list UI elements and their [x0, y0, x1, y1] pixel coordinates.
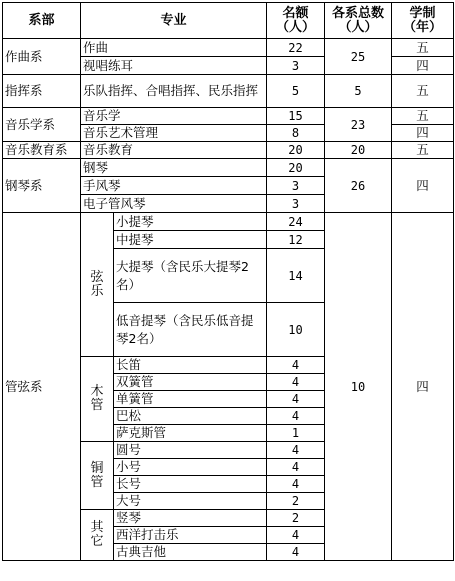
header-quota: 名额（人）: [267, 3, 325, 39]
total-cell: 23: [325, 108, 392, 142]
major-cell: 单簧管: [114, 391, 267, 408]
major-cell: 圆号: [114, 442, 267, 459]
major-cell: 音乐学: [81, 108, 267, 125]
major-cell: 音乐艺术管理: [81, 125, 267, 142]
major-cell: 长号: [114, 476, 267, 493]
header-total: 各系总数（人）: [325, 3, 392, 39]
subgroup-cell: 木管: [81, 357, 114, 442]
quota-cell: 5: [267, 75, 325, 108]
dept-cell: 音乐学系: [3, 108, 81, 142]
quota-cell: 4: [267, 408, 325, 425]
major-cell: 萨克斯管: [114, 425, 267, 442]
quota-cell: 4: [267, 476, 325, 493]
major-cell: 西洋打击乐: [114, 527, 267, 544]
quota-cell: 8: [267, 125, 325, 142]
quota-cell: 3: [267, 177, 325, 195]
major-cell: 低音提琴（含民乐低音提琴2名）: [114, 303, 267, 357]
major-cell: 乐队指挥、合唱指挥、民乐指挥: [81, 75, 267, 108]
major-cell: 电子管风琴: [81, 195, 267, 213]
quota-cell: 4: [267, 374, 325, 391]
quota-cell: 3: [267, 195, 325, 213]
table-row: [3, 39, 454, 57]
total-cell: 10: [325, 213, 392, 561]
quota-cell: 2: [267, 510, 325, 527]
quota-cell: 4: [267, 357, 325, 374]
table-row: [3, 108, 454, 125]
years-cell: 五: [392, 75, 454, 108]
quota-cell: 4: [267, 459, 325, 476]
quota-cell: 20: [267, 159, 325, 177]
subgroup-cell: 其它: [81, 510, 114, 561]
years-cell: 四: [392, 213, 454, 561]
total-cell: 25: [325, 39, 392, 75]
quota-cell: 10: [267, 303, 325, 357]
years-cell: 五: [392, 142, 454, 159]
subgroup-cell: 铜管: [81, 442, 114, 510]
quota-cell: 3: [267, 57, 325, 75]
header-row: [3, 3, 454, 39]
major-cell: 大号: [114, 493, 267, 510]
total-cell: 5: [325, 75, 392, 108]
dept-cell: 作曲系: [3, 39, 81, 75]
major-cell: 小提琴: [114, 213, 267, 231]
quota-cell: 1: [267, 425, 325, 442]
major-cell: 音乐教育: [81, 142, 267, 159]
dept-cell: 管弦系: [3, 213, 81, 561]
quota-cell: 12: [267, 231, 325, 249]
major-cell: 长笛: [114, 357, 267, 374]
major-cell: 钢琴: [81, 159, 267, 177]
subgroup-cell: 弦乐: [81, 213, 114, 357]
quota-cell: 4: [267, 442, 325, 459]
quota-cell: 14: [267, 249, 325, 303]
quota-cell: 2: [267, 493, 325, 510]
quota-cell: 4: [267, 391, 325, 408]
table-row: [3, 142, 454, 159]
quota-cell: 15: [267, 108, 325, 125]
table-row: [3, 159, 454, 177]
table-row: [3, 213, 454, 231]
major-cell: 视唱练耳: [81, 57, 267, 75]
dept-cell: 指挥系: [3, 75, 81, 108]
total-cell: 20: [325, 142, 392, 159]
major-cell: 中提琴: [114, 231, 267, 249]
quota-cell: 24: [267, 213, 325, 231]
quota-cell: 4: [267, 527, 325, 544]
table-row: [3, 75, 454, 108]
years-cell: 四: [392, 125, 454, 142]
quota-cell: 20: [267, 142, 325, 159]
total-cell: 26: [325, 159, 392, 213]
major-cell: 古典吉他: [114, 544, 267, 561]
major-cell: 巴松: [114, 408, 267, 425]
major-cell: 小号: [114, 459, 267, 476]
major-cell: 作曲: [81, 39, 267, 57]
years-cell: 四: [392, 57, 454, 75]
years-cell: 五: [392, 39, 454, 57]
header-major: 专业: [81, 3, 267, 39]
quota-cell: 4: [267, 544, 325, 561]
dept-cell: 音乐教育系: [3, 142, 81, 159]
quota-cell: 22: [267, 39, 325, 57]
major-cell: 大提琴（含民乐大提琴2名）: [114, 249, 267, 303]
major-cell: 双簧管: [114, 374, 267, 391]
header-years: 学制（年）: [392, 3, 454, 39]
major-cell: 竖琴: [114, 510, 267, 527]
enrollment-table: [2, 2, 454, 561]
dept-cell: 钢琴系: [3, 159, 81, 213]
header-dept: 系部: [3, 3, 81, 39]
years-cell: 五: [392, 108, 454, 125]
years-cell: 四: [392, 159, 454, 213]
major-cell: 手风琴: [81, 177, 267, 195]
